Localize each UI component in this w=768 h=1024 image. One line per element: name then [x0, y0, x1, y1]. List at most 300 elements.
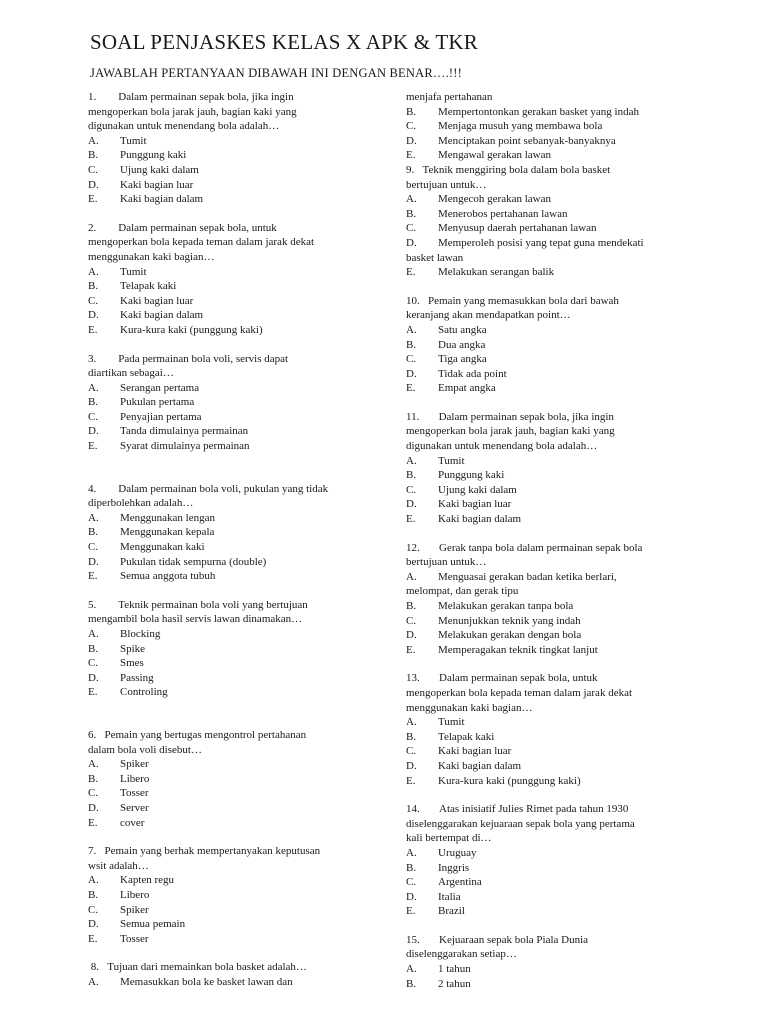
option-letter: C. [88, 294, 99, 307]
answer-option [88, 917, 378, 932]
option-letter: C. [406, 222, 417, 235]
answer-option [406, 454, 706, 469]
option-text: Mengawal gerakan lawan [438, 149, 552, 162]
answer-option [406, 512, 706, 527]
answer-option [88, 178, 378, 193]
answer-option [88, 511, 378, 526]
question-line: 4. Dalam permainan bola voli, pukulan yang tidak [88, 482, 329, 495]
answer-option [406, 614, 706, 629]
option-text: Server [120, 801, 149, 814]
option-text: Ujung kaki dalam [438, 483, 517, 496]
option-text: Menciptakan point sebanyak-banyaknya [438, 134, 616, 147]
option-text: Kaki bagian luar [120, 294, 194, 307]
option-text: Memperoleh posisi yang tepat guna mendekati [438, 236, 644, 249]
question-item [406, 671, 706, 788]
spacer [406, 396, 706, 410]
question-line: menggunakan kaki bagian… [88, 250, 215, 263]
option-text: Kura-kura kaki (punggung kaki) [120, 323, 263, 336]
question-line: 11. Dalam permainan sepak bola, jika ingin [406, 410, 614, 423]
question-item [88, 221, 378, 338]
option-text: Pukulan pertama [120, 396, 195, 409]
question-text [88, 482, 378, 511]
option-text: Blocking [120, 628, 161, 640]
option-text: Telapak kaki [120, 280, 177, 293]
question-line: mengambil bola hasil servis lawan dinamakan… [88, 613, 303, 626]
option-letter: E. [88, 686, 98, 699]
option-letter: E. [406, 266, 416, 279]
option-letter: B. [406, 338, 417, 351]
option-letter: D. [406, 498, 417, 511]
option-text: Melakukan serangan balik [438, 266, 555, 279]
answer-option [406, 861, 706, 876]
answer-option [88, 642, 378, 657]
option-text: Punggung kaki [438, 469, 505, 482]
option-text: Italia [438, 890, 461, 903]
answer-option [406, 381, 706, 396]
option-text: Spiker [120, 758, 149, 771]
question-text [406, 933, 706, 962]
option-letter: C. [88, 163, 99, 176]
option-letter: A. [406, 846, 417, 859]
question-text [88, 844, 378, 873]
question-line: 14. Atas inisiatif Julies Rimet pada tahun 1930 [406, 803, 629, 816]
option-letter: A. [406, 323, 417, 336]
option-letter: B. [88, 149, 99, 162]
option-letter: C. [406, 876, 417, 889]
answer-option [88, 424, 378, 439]
instruction-text: JAWABLAH PERTANYAAN DIBAWAH INI DENGAN BENAR….!!! [90, 66, 462, 80]
option-letter: A. [406, 454, 417, 467]
answer-option [406, 890, 706, 905]
answer-option [88, 192, 378, 207]
option-text: Semua anggota tubuh [120, 570, 216, 583]
question-item [406, 90, 706, 163]
option-text: Empat angka [438, 382, 496, 395]
option-text: Uruguay [438, 846, 477, 859]
spacer [88, 700, 378, 728]
question-line: mengoperkan bola jarak jauh, bagian kaki yang [406, 425, 615, 438]
option-text: Pukulan tidak sempurna (double) [120, 555, 267, 568]
option-text: Tidak ada point [438, 367, 507, 380]
answer-option [88, 801, 378, 816]
question-line: mengoperkan bola kepada teman dalam jarak dekat [88, 236, 315, 249]
question-text [406, 163, 706, 192]
option-text: Menggunakan kepala [120, 526, 215, 539]
question-item [88, 844, 378, 946]
option-letter: A. [406, 716, 417, 729]
answer-option [88, 569, 378, 584]
option-letter: D. [406, 236, 417, 249]
answer-option [88, 975, 378, 990]
option-text: Brazil [438, 905, 465, 918]
option-letter: B. [406, 861, 417, 874]
option-letter: E. [406, 905, 416, 918]
option-letter: A. [88, 758, 99, 771]
question-text [406, 294, 706, 323]
option-text: Libero [120, 888, 150, 901]
option-letter: A. [88, 381, 99, 394]
question-line: 6. Pemain yang bertugas mengontrol pertahanan [88, 728, 307, 741]
answer-option [406, 352, 706, 367]
answer-option [406, 221, 706, 236]
option-text: Menerobos pertahanan lawan [438, 207, 568, 220]
question-line: keranjang akan mendapatkan point… [406, 309, 571, 322]
question-line: digunakan untuk menendang bola adalah… [406, 440, 598, 453]
answer-option [88, 932, 378, 947]
question-line: 12. Gerak tanpa bola dalam permainan sepak bola [406, 541, 643, 554]
option-text: Passing [120, 671, 154, 684]
answer-option [406, 904, 706, 919]
option-text: Inggris [438, 861, 470, 874]
option-text: Melakukan gerakan tanpa bola [438, 600, 574, 612]
option-text: Argentina [438, 876, 482, 889]
option-letter: D. [88, 309, 99, 322]
option-letter: C. [88, 410, 99, 423]
answer-option [88, 903, 378, 918]
spacer [88, 454, 378, 482]
answer-option [406, 643, 706, 658]
option-text: Menguasai gerakan badan ketika berlari, [438, 570, 617, 583]
option-letter: C. [88, 903, 99, 916]
answer-option [406, 570, 706, 585]
question-text [406, 410, 706, 454]
option-text: Kaki bagian dalam [120, 193, 204, 206]
option-letter: D. [406, 629, 417, 642]
option-letter: E. [88, 816, 98, 829]
option-letter: C. [406, 483, 417, 496]
question-item [88, 482, 378, 584]
option-letter: C. [406, 120, 417, 133]
spacer [88, 946, 378, 960]
answer-option [88, 308, 378, 323]
answer-option [88, 279, 378, 294]
answer-option [88, 685, 378, 700]
answer-option [88, 148, 378, 163]
option-letter: E. [406, 149, 416, 162]
question-line: bertujuan untuk… [406, 556, 487, 569]
spacer [406, 788, 706, 802]
option-text: Libero [120, 772, 150, 785]
question-line: wsit adalah… [88, 859, 149, 872]
answer-option [406, 846, 706, 861]
answer-option [88, 757, 378, 772]
option-letter: B. [88, 642, 99, 655]
question-line: dalam bola voli disebut… [88, 743, 202, 756]
answer-option [406, 628, 706, 643]
option-letter: C. [88, 657, 99, 670]
question-line: digunakan untuk menendang bola adalah… [88, 120, 280, 133]
option-text: Kaki bagian luar [438, 745, 512, 758]
option-text: Punggung kaki [120, 149, 187, 162]
option-letter: C. [406, 353, 417, 366]
option-letter: D. [88, 671, 99, 684]
question-line: bertujuan untuk… [406, 178, 487, 191]
option-text: Kaki bagian dalam [120, 309, 204, 322]
option-text: Dua angka [438, 338, 486, 351]
option-letter: B. [88, 280, 99, 293]
option-letter: D. [88, 555, 99, 568]
question-line: kali bertempat di… [406, 832, 492, 845]
answer-option [88, 439, 378, 454]
option-letter: B. [406, 730, 417, 743]
option-letter: A. [406, 963, 417, 976]
answer-option [88, 656, 378, 671]
answer-option [406, 265, 706, 280]
spacer [88, 338, 378, 352]
question-text [88, 728, 378, 757]
option-text: Ujung kaki dalam [120, 163, 199, 176]
answer-option [406, 236, 706, 251]
question-text [88, 960, 378, 975]
question-line: 10. Pemain yang memasukkan bola dari bawah [406, 294, 619, 307]
answer-option [406, 759, 706, 774]
option-letter: A. [406, 193, 417, 206]
right-column [406, 90, 706, 991]
question-text [88, 598, 378, 627]
question-text [88, 90, 378, 134]
question-text [88, 352, 378, 381]
option-letter: E. [88, 570, 98, 583]
answer-option [88, 786, 378, 801]
question-line: 9. Teknik menggiring bola dalam bola basket [406, 163, 611, 176]
option-letter: B. [406, 207, 417, 220]
option-text: Smes [120, 657, 144, 670]
option-text: Syarat dimulainya permainan [120, 440, 250, 453]
option-letter: B. [406, 105, 417, 118]
option-text: Penyajian pertama [120, 410, 202, 423]
option-letter: E. [88, 323, 98, 336]
question-item [88, 352, 378, 454]
answer-option [406, 323, 706, 338]
question-line: mengoperkan bola kepada teman dalam jarak dekat [406, 686, 633, 699]
option-text: Tumit [120, 265, 147, 278]
option-text: Memasukkan bola ke basket lawan dan [120, 975, 293, 988]
question-item [406, 541, 706, 658]
option-text: Kaki bagian dalam [438, 759, 522, 772]
question-text [406, 671, 706, 715]
question-line: 1. Dalam permainan sepak bola, jika ingin [88, 91, 294, 103]
question-line: diartikan sebagai… [88, 367, 174, 380]
answer-option [406, 192, 706, 207]
answer-option [88, 525, 378, 540]
option-text: Serangan pertama [120, 381, 200, 394]
spacer [88, 584, 378, 598]
option-text: Menggunakan lengan [120, 511, 215, 524]
spacer [406, 280, 706, 294]
answer-option [88, 323, 378, 338]
spacer [406, 527, 706, 541]
question-line: menggunakan kaki bagian… [406, 701, 533, 714]
option-text: Kura-kura kaki (punggung kaki) [438, 774, 581, 787]
question-text [406, 802, 706, 846]
answer-option [88, 410, 378, 425]
option-text: Menggunakan kaki [120, 541, 205, 554]
answer-option [88, 395, 378, 410]
option-letter: D. [88, 918, 99, 931]
answer-option [88, 888, 378, 903]
question-text [406, 90, 706, 105]
option-letter: D. [406, 134, 417, 147]
option-text: Kaki bagian dalam [438, 513, 522, 526]
answer-option [88, 265, 378, 280]
option-continuation: melompat, dan gerak tipu [406, 585, 519, 598]
option-text: Tosser [120, 932, 149, 945]
question-line: 7. Pemain yang berhak mempertanyakan keputusan [88, 845, 321, 858]
option-letter: D. [406, 759, 417, 772]
answer-option [406, 119, 706, 134]
option-text: Tosser [120, 787, 149, 800]
answer-option [406, 207, 706, 222]
question-line: diselenggarakan kejuaraan sepak bola yang pertama [406, 817, 635, 830]
option-letter: E. [406, 382, 416, 395]
option-text: Mempertontonkan gerakan basket yang indah [438, 105, 639, 118]
document-title: SOAL PENJASKES KELAS X APK & TKR [90, 30, 478, 54]
answer-option [406, 148, 706, 163]
question-line: mengoperkan bola jarak jauh, bagian kaki yang [88, 105, 297, 118]
option-letter: E. [406, 774, 416, 787]
answer-option [406, 715, 706, 730]
option-text: Satu angka [438, 323, 487, 336]
spacer [88, 830, 378, 844]
option-letter: C. [88, 787, 99, 800]
option-letter: B. [88, 888, 99, 901]
answer-option [88, 381, 378, 396]
answer-option [406, 599, 706, 614]
question-line: diperbolehkan adalah… [88, 497, 194, 510]
answer-option [406, 497, 706, 512]
answer-option [88, 555, 378, 570]
option-continuation: basket lawan [406, 251, 464, 264]
option-letter: A. [88, 975, 99, 988]
answer-option [88, 873, 378, 888]
option-text: Semua pemain [120, 918, 186, 931]
option-letter: B. [88, 526, 99, 539]
answer-option [406, 730, 706, 745]
question-item [88, 90, 378, 207]
spacer [88, 207, 378, 221]
option-text: Kaki bagian luar [120, 178, 194, 191]
option-text: Tumit [120, 134, 147, 147]
question-item [406, 294, 706, 396]
option-letter: A. [88, 134, 99, 147]
question-line: 15. Kejuaraan sepak bola Piala Dunia [406, 933, 589, 946]
question-item [406, 163, 706, 280]
question-item [406, 933, 706, 991]
option-letter: E. [406, 643, 416, 656]
answer-option [88, 134, 378, 149]
option-letter: C. [406, 614, 417, 627]
question-line: 3. Pada permainan bola voli, servis dapat [88, 352, 289, 365]
option-text: Memperagakan teknik tingkat lanjut [438, 643, 598, 656]
answer-option [88, 671, 378, 686]
answer-option [406, 134, 706, 149]
option-letter: B. [406, 977, 417, 990]
spacer [406, 657, 706, 671]
question-item [88, 598, 378, 700]
answer-option [88, 163, 378, 178]
answer-option [88, 294, 378, 309]
option-letter: A. [88, 265, 99, 278]
option-letter: D. [88, 801, 99, 814]
option-letter: A. [88, 628, 99, 640]
option-letter: A. [406, 570, 417, 583]
option-text: Tumit [438, 716, 465, 729]
question-item [406, 410, 706, 527]
option-text: Kapten regu [120, 874, 175, 887]
option-letter: A. [88, 874, 99, 887]
option-text: Mengecoh gerakan lawan [438, 193, 552, 206]
option-letter: A. [88, 511, 99, 524]
question-line: 5. Teknik permainan bola voli yang bertujuan [88, 598, 308, 611]
option-text: Tumit [438, 454, 465, 467]
option-text: Kaki bagian luar [438, 498, 512, 511]
answer-option [88, 772, 378, 787]
option-letter: C. [406, 745, 417, 758]
option-letter: D. [88, 425, 99, 438]
option-letter: B. [406, 600, 417, 612]
option-text: cover [120, 816, 145, 829]
option-text: Controling [120, 686, 168, 699]
question-item [406, 802, 706, 919]
answer-option [406, 774, 706, 789]
answer-option [88, 627, 378, 642]
question-line: 8. Tujuan dari memainkan bola basket adalah… [88, 961, 307, 974]
option-text: Melakukan gerakan dengan bola [438, 629, 582, 642]
left-column [88, 90, 378, 989]
answer-option [88, 816, 378, 831]
answer-option [406, 105, 706, 120]
answer-option [406, 468, 706, 483]
option-text: Tiga angka [438, 353, 487, 366]
spacer [406, 919, 706, 933]
option-text: Spike [120, 642, 146, 655]
option-text: Menjaga musuh yang membawa bola [438, 120, 603, 133]
option-text: Tanda dimulainya permainan [120, 425, 249, 438]
option-letter: E. [406, 513, 416, 526]
option-text: Menunjukkan teknik yang indah [438, 614, 581, 627]
answer-option [406, 875, 706, 890]
option-letter: B. [88, 396, 99, 409]
option-letter: B. [406, 469, 417, 482]
option-letter: E. [88, 932, 98, 945]
question-line: menjafa pertahanan [406, 91, 493, 103]
option-text: Telapak kaki [438, 730, 495, 743]
question-item [88, 960, 378, 989]
question-item [88, 728, 378, 830]
answer-option [406, 744, 706, 759]
answer-option [406, 483, 706, 498]
question-line: 13. Dalam permainan sepak bola, untuk [406, 672, 598, 685]
option-letter: E. [88, 193, 98, 206]
answer-option [406, 962, 706, 977]
option-text: 1 tahun [438, 963, 471, 976]
answer-option [406, 338, 706, 353]
option-text: 2 tahun [438, 977, 471, 990]
question-text [406, 541, 706, 570]
option-letter: B. [88, 772, 99, 785]
option-letter: C. [88, 541, 99, 554]
option-letter: D. [88, 178, 99, 191]
answer-option [406, 367, 706, 382]
option-text: Spiker [120, 903, 149, 916]
question-line: diselenggarakan setiap… [406, 948, 517, 961]
option-text: Menyusup daerah pertahanan lawan [438, 222, 597, 235]
question-line: 2. Dalam permainan sepak bola, untuk [88, 221, 277, 234]
question-text [88, 221, 378, 265]
option-letter: D. [406, 367, 417, 380]
answer-option [406, 977, 706, 992]
option-letter: D. [406, 890, 417, 903]
